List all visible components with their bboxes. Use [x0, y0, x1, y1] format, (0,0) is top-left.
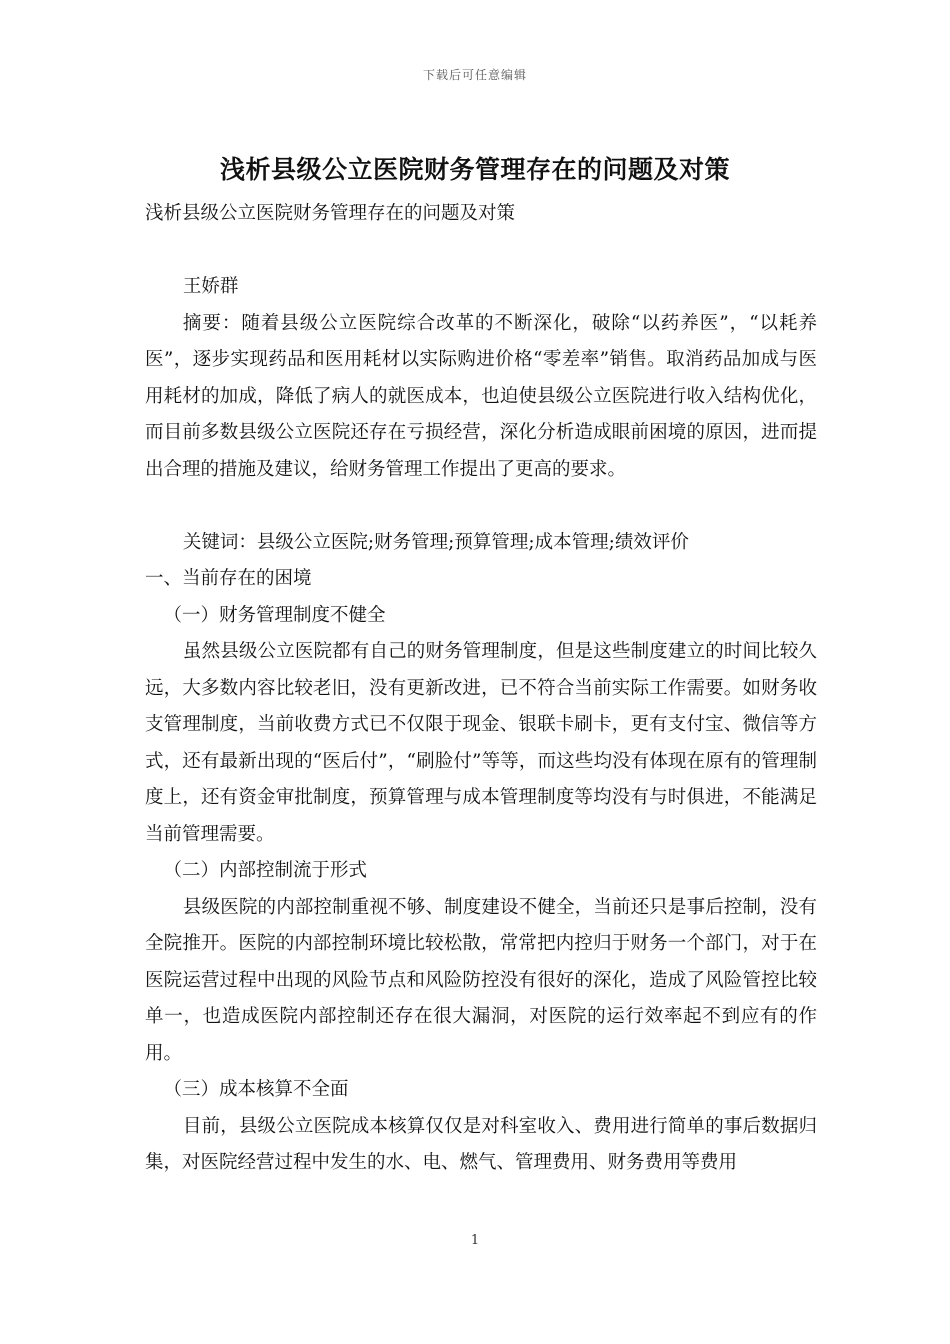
document-body — [145, 196, 817, 1182]
page-number: 1 — [470, 1233, 480, 1248]
subsection-heading: （三）成本核算不全面 — [163, 1079, 349, 1100]
body-paragraph: 县级医院的内部控制重视不够、制度建设不健全，当前还只是事后控制，没有全院推开。医院的内部控制环境比较松散，常常把内控归于财务一个部门，对于在医院运营过程中出现的风险节点和风险防控没有很好的深化，造成了风险管控比较单一，也造成医院内部控制还存在很大漏洞，对医院的运行效率起不到应有的作用。 — [145, 896, 817, 1064]
section-heading: 一、当前存在的困境 — [145, 568, 312, 589]
body-paragraph: 目前，县级公立医院成本核算仅仅是对科室收入、费用进行简单的事后数据归集，对医院经营过程中发生的水、电、燃气、管理费用、财务费用等费用 — [145, 1115, 817, 1173]
document-title: 浅析县级公立医院财务管理存在的问题及对策 — [219, 155, 730, 184]
document-subtitle: 浅析县级公立医院财务管理存在的问题及对策 — [145, 203, 516, 224]
subsection-heading: （二）内部控制流于形式 — [163, 860, 368, 881]
abstract-paragraph: 摘要：随着县级公立医院综合改革的不断深化，破除“以药养医”，“以耗养医”，逐步实现药品和医用耗材以实际购进价格“零差率”销售。取消药品加成与医用耗材的加成，降低了病人的就医成本，也迫使县级公立医院进行收入结构优化，而目前多数县级公立医院还存在亏损经营，深化分析造成眼前困境的原因，进而提出合理的措施及建议，给财务管理工作提出了更高的要求。 — [145, 312, 817, 480]
body-paragraph: 虽然县级公立医院都有自己的财务管理制度，但是这些制度建立的时间比较久远，大多数内容比较老旧，没有更新改进，已不符合当前实际工作需要。如财务收支管理制度，当前收费方式已不仅限于现金、银联卡刷卡，更有支付宝、微信等方式，还有最新出现的“医后付”，“刷脸付”等等，而这些均没有体现在原有的管理制度上，还有资金审批制度，预算管理与成本管理制度等均没有与时俱进，不能满足当前管理需要。 — [145, 641, 817, 845]
header-note: 下载后可任意编辑 — [422, 68, 527, 82]
keywords-line: 关键词：县级公立医院;财务管理;预算管理;成本管理;绩效评价 — [182, 531, 689, 553]
blank-line — [145, 488, 817, 525]
blank-line — [145, 233, 817, 270]
author: 王娇群 — [182, 276, 239, 297]
subsection-heading: （一）财务管理制度不健全 — [163, 604, 386, 626]
